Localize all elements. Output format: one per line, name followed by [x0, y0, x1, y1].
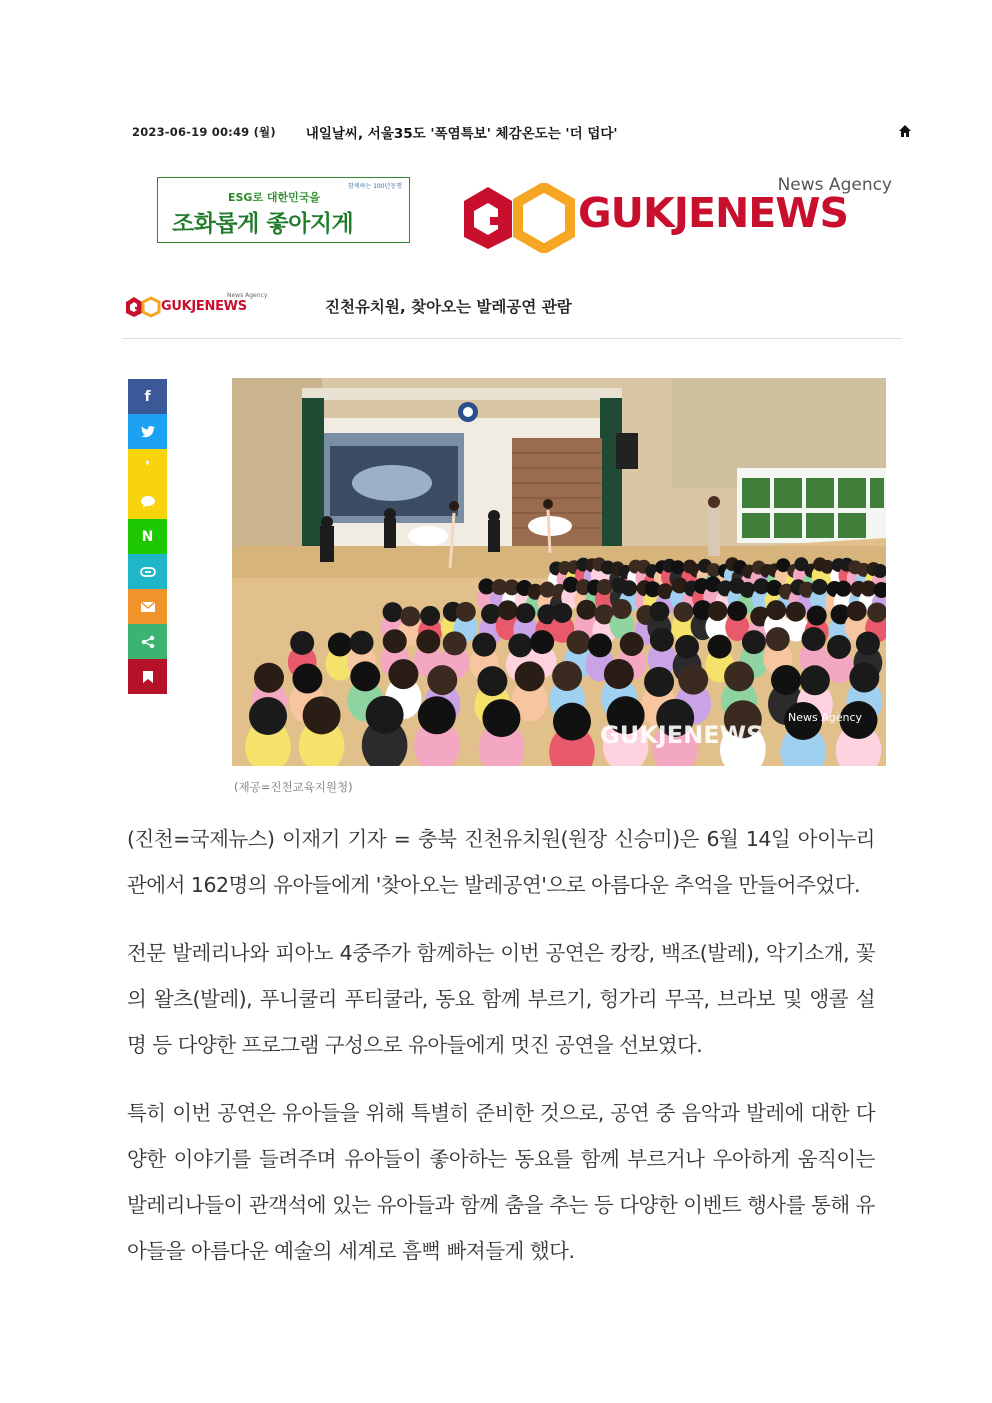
audience-child-head	[418, 696, 456, 734]
small-logo-mark-icon	[125, 296, 161, 318]
facebook-share-button[interactable]	[128, 379, 167, 414]
photo-watermark-agency: News Agency	[788, 711, 863, 724]
audience-child-head	[416, 630, 440, 654]
audience-child-head	[708, 635, 732, 659]
article-header	[125, 288, 900, 324]
audience-child-head	[807, 606, 827, 626]
audience-child-head	[303, 696, 341, 734]
audience-child-head	[771, 665, 801, 695]
article-paragraph-3: 특히 이번 공연은 유아들을 위해 특별히 준비한 것으로, 공연 중 음악과 발레에 대한 다양한 이야기를 들려주며 유아들이 좋아하는 동요를 함께 부르거나 우아하게 움직이는 발레리나들이 관객석에 있는 유아들과 함께 춤을 추는 등 다양한 이벤트 행사를 통해 유아들을 아름다운 예술의 세계로 흠뻑 빠져들게 했다.	[127, 1101, 875, 1263]
audience-child-head	[383, 602, 403, 622]
audience-child-head	[849, 663, 879, 693]
kakaotalk-icon	[141, 496, 155, 508]
audience-child-head	[588, 633, 612, 657]
banner-big-text: 조화롭게 좋아지게	[172, 211, 354, 237]
audience-child-head	[612, 599, 632, 619]
audience-child-head	[456, 602, 476, 622]
audience-child-head	[498, 600, 518, 620]
logo-wordmark: GUKJENEWS	[578, 189, 849, 237]
audience-child-head	[847, 601, 867, 621]
audience-child-head	[742, 630, 766, 654]
banner-mark-text: 함께하는 100년동행	[348, 183, 402, 190]
audience-child-head	[802, 627, 826, 651]
audience-child-head	[812, 579, 828, 595]
audience-child-head	[515, 603, 535, 623]
photo-caption: (제공=진천교육지원청)	[234, 780, 353, 794]
audience-child-head	[508, 633, 532, 657]
header-divider	[122, 338, 902, 339]
article-photo	[232, 378, 886, 766]
audience-child-head	[604, 659, 634, 689]
copy-link-button[interactable]	[128, 554, 167, 589]
current-date: 2023-06-19 00:49 (월)	[132, 125, 276, 139]
ballet-performance-photo	[232, 378, 886, 766]
article-body	[127, 816, 875, 1296]
audience-child-head	[567, 630, 591, 654]
audience-child-head	[388, 659, 418, 689]
audience-child-head	[671, 560, 685, 574]
audience-child-head	[552, 603, 572, 623]
site-logo[interactable]	[460, 175, 900, 245]
audience-child-head	[443, 631, 467, 655]
audience-child-head	[727, 601, 747, 621]
audience-child-head	[856, 632, 880, 656]
photo-watermark-word: GUKJENEWS	[600, 721, 764, 749]
naver-icon: N	[141, 528, 154, 545]
logo-mark-icon	[460, 183, 578, 253]
article-paragraph-2: 전문 발레리나와 피아노 4중주가 함께하는 이번 공연은 캉캉, 백조(발레), 악기소개, 꽃의 왈츠(발레), 푸니쿨리 푸티쿨라, 동요 함께 부르기, 헝가리 무곡, 브라보 및 앵콜 설명 등 다양한 프로그램 구성으로 유아들에게 멋진 공연을 선보였다.	[127, 941, 875, 1057]
audience-child-head	[597, 579, 613, 595]
ticker-headline-link[interactable]: 내일날씨, 서울35도 '폭염특보' 체감온도는 '더 덥다'	[305, 126, 618, 142]
audience-child-head	[290, 631, 314, 655]
audience-child-head	[576, 600, 596, 620]
audience-child-head	[707, 601, 727, 621]
share-icon	[141, 635, 155, 649]
audience-child-head	[766, 600, 786, 620]
audience-child-head	[530, 630, 554, 654]
audience-child-head	[472, 633, 496, 657]
audience-child-head	[254, 663, 284, 693]
audience-child-head	[620, 632, 644, 656]
more-share-button[interactable]	[128, 624, 167, 659]
audience-child-head	[292, 664, 322, 694]
link-icon	[140, 567, 156, 577]
audience-child-head	[400, 606, 420, 626]
small-site-logo[interactable]	[125, 292, 275, 318]
audience-child-head	[649, 601, 669, 621]
facebook-icon: f	[144, 388, 151, 405]
kakaotalk-share-button[interactable]	[128, 484, 167, 519]
twitter-icon	[141, 426, 155, 438]
share-sidebar	[128, 379, 167, 694]
naver-share-button[interactable]	[128, 519, 167, 554]
audience-child-head	[644, 667, 674, 697]
kakaostory-share-button[interactable]	[128, 449, 167, 484]
kakaostory-icon: ❜	[145, 458, 150, 475]
audience-child-head	[766, 627, 790, 651]
audience-child-head	[420, 606, 440, 626]
audience-child-head	[552, 661, 582, 691]
audience-child-head	[800, 665, 830, 695]
twitter-share-button[interactable]	[128, 414, 167, 449]
small-logo-agency: News Agency	[227, 292, 268, 299]
audience-child-head	[621, 580, 637, 596]
bookmark-icon	[143, 671, 153, 683]
audience-child-head	[477, 666, 507, 696]
audience-child-head	[650, 628, 674, 652]
audience-child-head	[675, 635, 699, 659]
audience-child-head	[827, 635, 851, 659]
audience-child-head	[724, 661, 754, 691]
audience-child-head	[350, 661, 380, 691]
esg-banner-ad[interactable]	[157, 177, 410, 243]
top-bar	[132, 120, 912, 144]
article-paragraph-1: (진천=국제뉴스) 이재기 기자 = 충북 진천유치원(원장 신승미)은 6월 14일 아이누리관에서 162명의 유아들에게 '찾아오는 발레공연'으로 아름다운 추억을 만들어주었다.	[127, 827, 875, 897]
audience-child-head	[366, 696, 404, 734]
audience-child-head	[328, 633, 352, 657]
logo-agency-text: News Agency	[777, 175, 892, 195]
audience-child-head	[383, 629, 407, 653]
home-icon[interactable]	[898, 124, 912, 138]
bookmark-button[interactable]	[128, 659, 167, 694]
banner-small-text: ESG로 대한민국을	[228, 191, 321, 204]
audience-child-head	[515, 661, 545, 691]
audience-child-head	[427, 665, 457, 695]
audience-child-head	[835, 581, 851, 597]
audience-child-head	[673, 602, 693, 622]
email-share-button[interactable]	[128, 589, 167, 624]
article-title: 진천유치원, 찾아오는 발레공연 관람	[325, 298, 572, 316]
audience-child-head	[553, 703, 591, 741]
small-logo-wordmark: GUKJENEWS	[161, 299, 247, 314]
audience-child-head	[482, 699, 520, 737]
audience-child-head	[678, 665, 708, 695]
email-icon	[141, 602, 155, 612]
audience-child-head	[249, 697, 287, 735]
audience-child-head	[786, 602, 806, 622]
audience-child-head	[350, 631, 374, 655]
